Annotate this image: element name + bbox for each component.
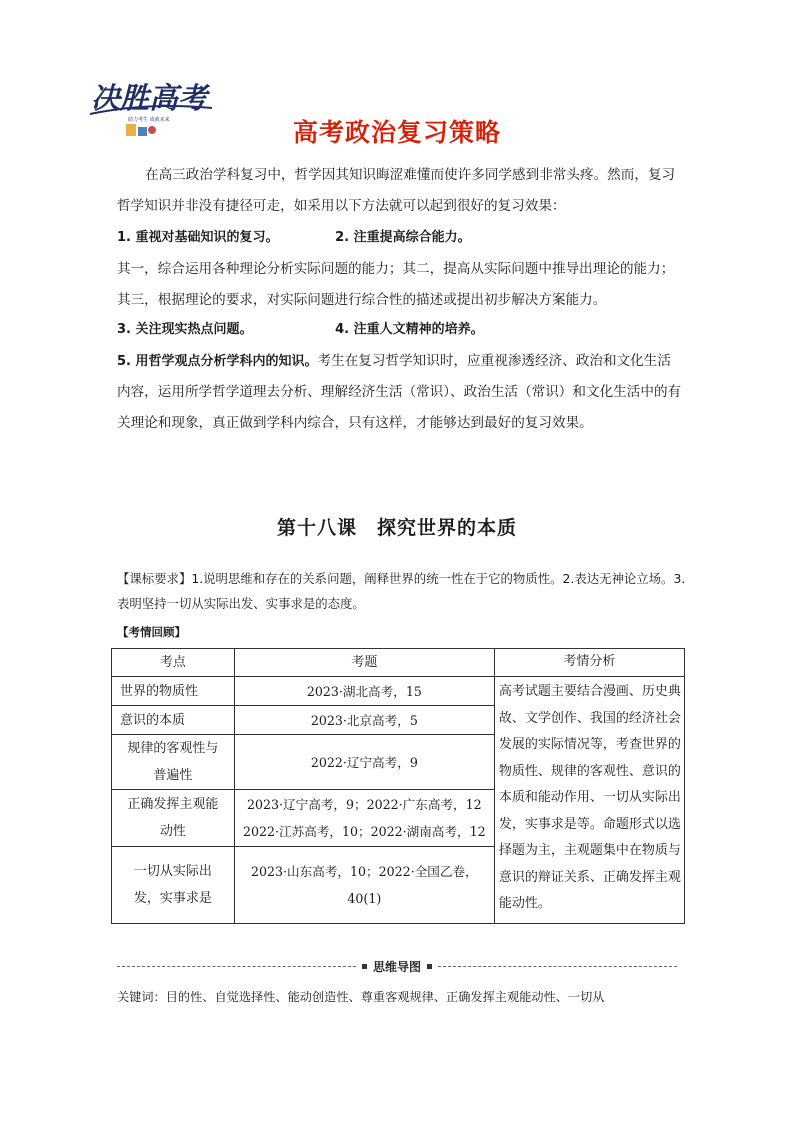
keywords-line: 关键词：目的性、自觉选择性、能动创造性、尊重客观规律、正确发挥主观能动性、一切从 [117, 990, 605, 1004]
lesson-title: 第十八课 探究世界的本质 [276, 517, 517, 539]
tips-row-1 [117, 226, 471, 245]
cell-exam: 2023·辽宁高考，9；2022·广东高考，12 2022·江苏高考，10；2022·湖南高考，12 [234, 790, 494, 847]
tip-5-paragraph [117, 346, 682, 439]
tip-5: 5. 用哲学观点分析学科内的知识。 [117, 354, 318, 369]
header-analysis: 考情分析 [494, 649, 684, 677]
cell-point: 正确发挥主观能动性 [112, 790, 235, 847]
mindmap-divider [117, 958, 677, 975]
curriculum-requirements: 【课标要求】1.说明思维和存在的关系问题，阐释世界的统一性在于它的物质性。2.表达无神论立场。3.表明坚持一切从实际出发、实事求是的态度。 [117, 571, 686, 611]
logo-tagline: 助力考生 成就未来 [128, 117, 170, 123]
mindmap-label: 思维导图 [373, 960, 422, 974]
cell-exam: 2022·辽宁高考，9 [234, 735, 494, 790]
tip-3: 3. 关注现实热点问题。 [117, 322, 253, 337]
table-row [112, 677, 685, 706]
cell-point: 规律的客观性与普遍性 [112, 735, 235, 790]
logo-text: 决胜高考 [91, 81, 208, 115]
cell-point: 意识的本质 [112, 706, 235, 735]
cell-point: 一切从实际出发，实事求是 [112, 847, 235, 924]
tip-2: 2. 注重提高综合能力。 [335, 230, 471, 245]
divider-line-right [438, 966, 677, 967]
cell-exam: 2023·北京高考，5 [234, 706, 494, 735]
bullet-icon [362, 964, 367, 969]
intro-paragraph: 在高三政治学科复习中，哲学因其知识晦涩难懂而使许多同学感到非常头疼。然而，复习哲学知识并非没有捷径可走，如采用以下方法就可以起到很好的复习效果： [117, 167, 676, 214]
page-title: 高考政治复习策略 [292, 118, 501, 147]
cell-exam: 2023·山东高考，10；2022·全国乙卷，40(1) [234, 847, 494, 924]
header-exam: 考题 [234, 649, 494, 677]
table-header-row [112, 649, 685, 677]
tips-row-2 [117, 318, 484, 337]
tip-2-detail: 其一，综合运用各种理论分析实际问题的能力；其二，提高从实际问题中推导出理论的能力；其三，根据理论的要求，对实际问题进行综合性的描述或提出初步解决方案能力。 [117, 261, 675, 308]
cell-analysis: 高考试题主要结合漫画、历史典故、文学创作、我国的经济社会发展的实际情况等，考查世界的物质性、规律的客观性、意识的本质和能动作用、一切从实际出发，实事求是等。命题形式以选择题为主，主观题集中在物质与意识的辩证关系、正确发挥主观能动性。 [494, 677, 684, 924]
bullet-icon [427, 964, 432, 969]
tip-5-detail: 考生在复习哲学知识时，应重视渗透经济、政治和文化生活内容，运用所学哲学道理去分析、理解经济生活（常识）、政治生活（常识）和文化生活中的有关理论和现象，真正做到学科内综合，只有这样，才能够达到最好的复习效果。 [117, 353, 682, 431]
header-point: 考点 [112, 649, 235, 677]
tip-4: 4. 注重人文精神的培养。 [335, 322, 484, 337]
exam-review-table [111, 648, 685, 924]
tip-1: 1. 重视对基础知识的复习。 [117, 230, 279, 245]
exam-review-label: 【考情回顾】 [117, 625, 186, 639]
divider-line-left [117, 966, 356, 967]
cell-exam: 2023·湖北高考，15 [234, 677, 494, 706]
cell-point: 世界的物质性 [112, 677, 235, 706]
